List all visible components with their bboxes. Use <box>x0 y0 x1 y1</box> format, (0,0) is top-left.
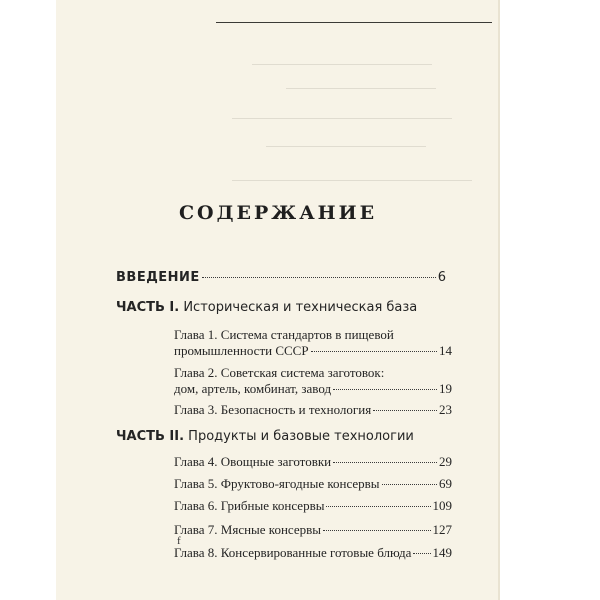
toc-entry-chapter <box>174 522 452 538</box>
dot-leader <box>202 276 436 278</box>
header-rule <box>216 22 492 23</box>
toc-entry-chapter <box>174 402 452 418</box>
show-through-line <box>266 146 426 147</box>
show-through-line <box>232 118 452 119</box>
book-page <box>56 0 500 600</box>
page-number: 149 <box>432 545 452 560</box>
show-through-line <box>252 64 432 65</box>
page-number: 127 <box>432 522 452 537</box>
toc-entry-chapter <box>174 381 452 397</box>
intro-label: ВВЕДЕНИЕ <box>116 270 200 285</box>
toc-entry-chapter <box>174 454 452 470</box>
toc-entry-chapter <box>174 343 452 359</box>
page-number: 14 <box>439 343 452 358</box>
stray-ink-mark: f <box>177 535 181 547</box>
show-through-line <box>232 180 472 181</box>
chapter-title-line: Глава 4. Овощные заготовки <box>174 454 332 469</box>
toc-entry-chapter <box>174 498 452 514</box>
page-title: СОДЕРЖАНИЕ <box>178 202 378 224</box>
dot-leader <box>333 461 437 463</box>
dot-leader <box>382 483 437 485</box>
page-number: 109 <box>432 498 452 513</box>
chapter-title-line: Глава 7. Мясные консервы <box>174 522 321 537</box>
dot-leader <box>323 529 431 531</box>
chapter-title-line: промышленности СССР <box>174 343 309 358</box>
chapter-title-line: Глава 1. Система стандартов в пищевой <box>174 327 394 342</box>
page-number: 6 <box>437 270 446 285</box>
page-number: 69 <box>439 476 452 491</box>
page-number: 29 <box>439 454 452 469</box>
dot-leader <box>311 350 437 352</box>
show-through-line <box>286 88 436 89</box>
dot-leader <box>333 388 437 390</box>
toc-entry-chapter <box>174 476 452 492</box>
chapter-title-line: дом, артель, комбинат, завод <box>174 381 332 396</box>
part-prefix: ЧАСТЬ I. <box>116 300 180 315</box>
chapter-title-line: Глава 8. Консервированные готовые блюда <box>174 545 412 560</box>
part-title: Продукты и базовые технологии <box>184 429 414 444</box>
dot-leader <box>413 552 430 554</box>
chapter-title-line: Глава 5. Фруктово-ягодные консервы <box>174 476 380 491</box>
part-heading-1 <box>116 300 417 315</box>
dot-leader <box>326 505 430 507</box>
part-heading-2 <box>116 429 414 444</box>
toc-entry-chapter <box>174 545 452 561</box>
page-number: 19 <box>439 381 452 396</box>
part-prefix: ЧАСТЬ II. <box>116 429 185 444</box>
chapter-title-line: Глава 2. Советская система заготовок: <box>174 365 385 380</box>
dot-leader <box>373 409 437 411</box>
chapter-title-line: Глава 6. Грибные консервы <box>174 498 325 513</box>
page-number: 23 <box>439 402 452 417</box>
part-title: Историческая и техническая база <box>179 300 418 315</box>
chapter-title-line: Глава 3. Безопасность и технология <box>174 402 372 417</box>
toc-entry-intro <box>116 270 446 285</box>
